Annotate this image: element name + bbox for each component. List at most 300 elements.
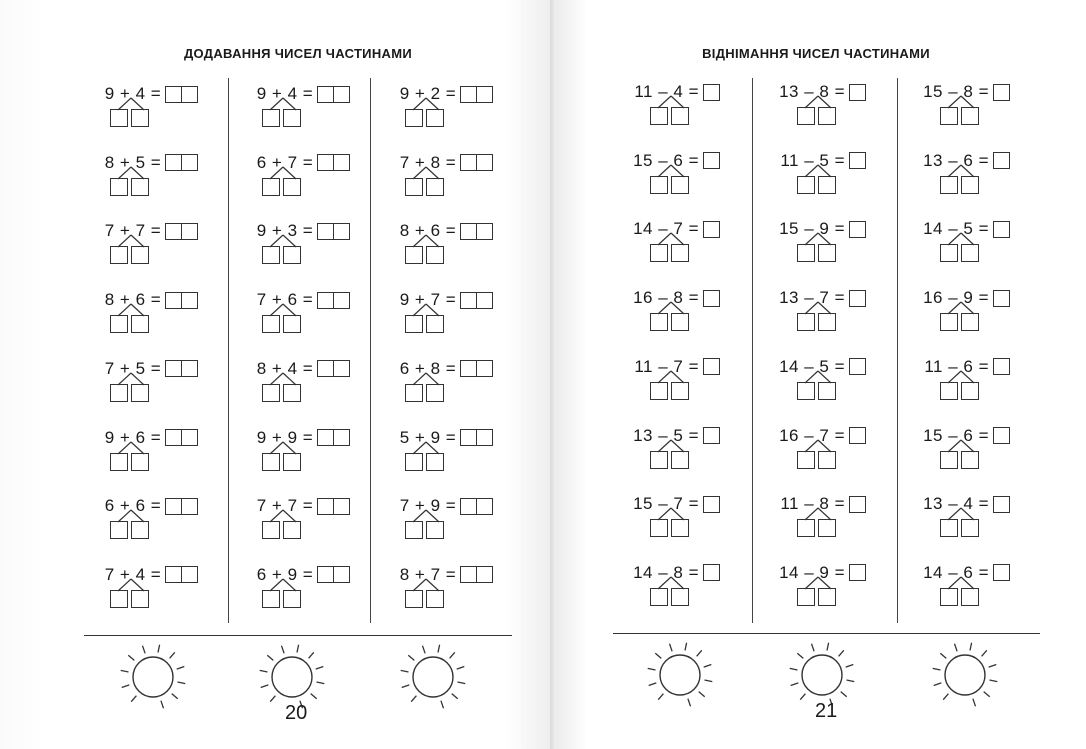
split-part-box[interactable] — [426, 521, 444, 539]
number-split — [650, 439, 692, 473]
answer-box[interactable] — [317, 498, 350, 515]
answer-cell[interactable] — [703, 427, 720, 444]
split-part-box[interactable] — [671, 244, 689, 262]
answer-box[interactable] — [165, 292, 198, 309]
equation-text: 13 – 8 = — [779, 82, 845, 101]
split-part-box[interactable] — [961, 313, 979, 331]
number-split — [110, 441, 152, 475]
number-split — [110, 303, 152, 337]
answer-box[interactable] — [460, 223, 493, 240]
equation-text: 14 – 5 = — [923, 219, 989, 239]
split-part-box[interactable] — [131, 178, 149, 196]
answer-cell[interactable] — [993, 427, 1010, 444]
answer-cell[interactable] — [317, 566, 334, 583]
split-part-box[interactable] — [426, 590, 444, 608]
answer-box[interactable] — [165, 86, 198, 103]
answer-cell[interactable] — [703, 290, 720, 307]
equation-text: 7 + 7 = — [256, 496, 314, 516]
split-part-box[interactable] — [262, 178, 280, 196]
answer-box[interactable] — [703, 564, 720, 581]
number-split — [940, 439, 982, 473]
answer-cell[interactable] — [165, 566, 182, 583]
sun-icon — [639, 637, 721, 719]
answer-box[interactable] — [317, 154, 350, 171]
split-part-box[interactable] — [671, 451, 689, 469]
answer-box[interactable] — [993, 496, 1010, 513]
answer-box[interactable] — [703, 84, 720, 101]
equation-text: 13 – 7 = — [779, 288, 845, 308]
number-split — [650, 301, 692, 335]
answer-box[interactable] — [317, 223, 350, 240]
answer-box[interactable] — [317, 86, 350, 103]
split-part-box[interactable] — [405, 178, 423, 196]
split-part-box[interactable] — [131, 315, 149, 333]
split-part-box[interactable] — [671, 382, 689, 400]
split-part-box[interactable] — [110, 453, 128, 471]
answer-cell[interactable] — [165, 292, 182, 309]
number-split — [110, 372, 152, 406]
split-part-box[interactable] — [940, 588, 958, 606]
number-split — [110, 97, 152, 131]
number-split — [262, 441, 304, 475]
split-part-box[interactable] — [405, 590, 423, 608]
split-part-box[interactable] — [650, 588, 668, 606]
answer-cell[interactable] — [317, 292, 334, 309]
split-part-box[interactable] — [940, 451, 958, 469]
split-part-box[interactable] — [405, 521, 423, 539]
addition-page-title: ДОДАВАННЯ ЧИСЕЛ ЧАСТИНАМИ — [184, 46, 412, 61]
number-split — [262, 372, 304, 406]
answer-cell[interactable] — [476, 86, 493, 103]
answer-cell[interactable] — [460, 566, 477, 583]
answer-cell[interactable] — [476, 292, 493, 309]
answer-cell[interactable] — [181, 292, 198, 309]
number-split — [110, 509, 152, 543]
split-part-box[interactable] — [650, 451, 668, 469]
column-divider — [228, 78, 229, 623]
split-part-box[interactable] — [961, 519, 979, 537]
split-part-box[interactable] — [262, 453, 280, 471]
answer-box[interactable] — [849, 290, 866, 307]
split-part-box[interactable] — [940, 244, 958, 262]
answer-cell[interactable] — [181, 223, 198, 240]
answer-box[interactable] — [849, 221, 866, 238]
answer-box[interactable] — [317, 360, 350, 377]
equation-text: 9 + 9 = — [256, 427, 314, 447]
answer-cell[interactable] — [181, 429, 198, 446]
number-split — [650, 507, 692, 541]
split-part-box[interactable] — [283, 315, 301, 333]
equation-text: 9 + 3 = — [256, 221, 314, 241]
split-part-box[interactable] — [961, 588, 979, 606]
answer-cell[interactable] — [993, 290, 1010, 307]
split-part-box[interactable] — [405, 109, 423, 127]
equation-text: 13 – 6 = — [923, 150, 989, 170]
equation-text: 11 – 4 = — [634, 82, 699, 101]
answer-cell[interactable] — [181, 154, 198, 171]
split-part-box[interactable] — [961, 244, 979, 262]
answer-cell[interactable] — [703, 152, 720, 169]
right-footer-rule — [613, 633, 1040, 634]
split-part-box[interactable] — [131, 109, 149, 127]
split-part-box[interactable] — [940, 176, 958, 194]
answer-box[interactable] — [165, 429, 198, 446]
split-part-box[interactable] — [405, 315, 423, 333]
answer-box[interactable] — [317, 429, 350, 446]
split-part-box[interactable] — [283, 521, 301, 539]
split-part-box[interactable] — [131, 384, 149, 402]
split-part-box[interactable] — [283, 384, 301, 402]
answer-cell[interactable] — [703, 564, 720, 581]
number-split — [650, 95, 692, 129]
answer-cell[interactable] — [849, 84, 866, 101]
answer-box[interactable] — [849, 496, 866, 513]
number-split — [940, 301, 982, 335]
answer-box[interactable] — [849, 564, 866, 581]
answer-box[interactable] — [703, 358, 720, 375]
answer-cell[interactable] — [476, 223, 493, 240]
split-part-box[interactable] — [110, 384, 128, 402]
answer-cell[interactable] — [333, 429, 350, 446]
split-part-box[interactable] — [797, 107, 815, 125]
split-part-box[interactable] — [797, 313, 815, 331]
split-part-box[interactable] — [283, 109, 301, 127]
split-part-box[interactable] — [940, 107, 958, 125]
split-part-box[interactable] — [283, 590, 301, 608]
split-part-box[interactable] — [797, 244, 815, 262]
equation-text: 13 – 4 = — [923, 494, 989, 514]
split-part-box[interactable] — [426, 109, 444, 127]
split-part-box[interactable] — [818, 451, 836, 469]
split-part-box[interactable] — [650, 313, 668, 331]
equation-text: 8 + 4 = — [256, 358, 314, 378]
number-split — [262, 509, 304, 543]
answer-cell[interactable] — [460, 360, 477, 377]
number-split — [940, 507, 982, 541]
answer-box[interactable] — [993, 84, 1010, 101]
split-part-box[interactable] — [671, 588, 689, 606]
equation-text: 14 – 9 = — [779, 562, 845, 582]
answer-box[interactable] — [849, 152, 866, 169]
equation-text: 9 + 4 = — [256, 84, 314, 103]
split-part-box[interactable] — [961, 451, 979, 469]
split-part-box[interactable] — [131, 453, 149, 471]
answer-box[interactable] — [993, 427, 1010, 444]
answer-cell[interactable] — [703, 496, 720, 513]
answer-cell[interactable] — [849, 152, 866, 169]
answer-box[interactable] — [460, 429, 493, 446]
split-part-box[interactable] — [650, 244, 668, 262]
answer-cell[interactable] — [181, 566, 198, 583]
split-part-box[interactable] — [961, 382, 979, 400]
answer-box[interactable] — [165, 360, 198, 377]
number-split — [797, 232, 839, 266]
answer-cell[interactable] — [317, 223, 334, 240]
answer-cell[interactable] — [703, 221, 720, 238]
equation-text: 16 – 8 = — [633, 288, 699, 308]
split-part-box[interactable] — [110, 590, 128, 608]
split-part-box[interactable] — [650, 519, 668, 537]
equation-text: 7 + 9 = — [399, 496, 457, 516]
answer-box[interactable] — [703, 427, 720, 444]
number-split — [110, 234, 152, 268]
split-part-box[interactable] — [940, 519, 958, 537]
answer-cell[interactable] — [333, 498, 350, 515]
equation-text: 6 + 7 = — [256, 152, 314, 172]
answer-cell[interactable] — [993, 84, 1010, 101]
split-part-box[interactable] — [818, 382, 836, 400]
split-part-box[interactable] — [405, 384, 423, 402]
split-part-box[interactable] — [797, 588, 815, 606]
answer-box[interactable] — [993, 221, 1010, 238]
answer-cell[interactable] — [460, 292, 477, 309]
split-part-box[interactable] — [262, 521, 280, 539]
split-part-box[interactable] — [797, 451, 815, 469]
number-split — [797, 507, 839, 541]
answer-cell[interactable] — [181, 86, 198, 103]
split-part-box[interactable] — [671, 313, 689, 331]
answer-box[interactable] — [460, 154, 493, 171]
answer-box[interactable] — [317, 566, 350, 583]
answer-cell[interactable] — [993, 221, 1010, 238]
answer-cell[interactable] — [181, 498, 198, 515]
equation-text: 9 + 7 = — [399, 290, 457, 310]
sun-icon — [924, 637, 1006, 719]
answer-cell[interactable] — [317, 360, 334, 377]
page-number-left: 20 — [285, 702, 308, 724]
split-part-box[interactable] — [131, 521, 149, 539]
answer-cell[interactable] — [317, 498, 334, 515]
split-part-box[interactable] — [283, 246, 301, 264]
split-part-box[interactable] — [405, 453, 423, 471]
answer-box[interactable] — [460, 360, 493, 377]
equation-text: 8 + 5 = — [104, 152, 162, 172]
page-number-right: 21 — [815, 700, 838, 722]
split-part-box[interactable] — [818, 176, 836, 194]
answer-cell[interactable] — [460, 223, 477, 240]
answer-cell[interactable] — [993, 564, 1010, 581]
answer-box[interactable] — [460, 292, 493, 309]
split-part-box[interactable] — [283, 453, 301, 471]
number-split — [940, 164, 982, 198]
split-part-box[interactable] — [671, 107, 689, 125]
number-split — [940, 95, 982, 129]
answer-box[interactable] — [993, 564, 1010, 581]
split-part-box[interactable] — [426, 384, 444, 402]
split-part-box[interactable] — [262, 109, 280, 127]
equation-text: 14 – 7 = — [633, 219, 699, 239]
number-split — [110, 578, 152, 612]
answer-box[interactable] — [703, 152, 720, 169]
number-split — [262, 578, 304, 612]
number-split — [650, 164, 692, 198]
answer-cell[interactable] — [165, 86, 182, 103]
answer-cell[interactable] — [993, 496, 1010, 513]
answer-cell[interactable] — [476, 429, 493, 446]
split-part-box[interactable] — [818, 519, 836, 537]
answer-box[interactable] — [849, 427, 866, 444]
left-footer-rule — [84, 635, 512, 636]
number-split — [110, 166, 152, 200]
column-divider — [370, 78, 371, 623]
split-part-box[interactable] — [110, 246, 128, 264]
number-split — [262, 303, 304, 337]
answer-cell[interactable] — [165, 429, 182, 446]
number-split — [797, 95, 839, 129]
equation-text: 9 + 6 = — [104, 427, 162, 447]
split-part-box[interactable] — [110, 521, 128, 539]
answer-box[interactable] — [165, 154, 198, 171]
number-split — [797, 370, 839, 404]
answer-box[interactable] — [849, 358, 866, 375]
split-part-box[interactable] — [650, 382, 668, 400]
equation-text: 15 – 7 = — [633, 494, 699, 514]
answer-cell[interactable] — [849, 496, 866, 513]
split-part-box[interactable] — [405, 246, 423, 264]
sun-icon — [392, 639, 474, 721]
answer-cell[interactable] — [849, 564, 866, 581]
equation-text: 14 – 5 = — [779, 356, 845, 376]
equation-text: 11 – 8 = — [780, 494, 845, 514]
number-split — [405, 166, 447, 200]
equation-text: 15 – 6 = — [633, 150, 699, 170]
answer-box[interactable] — [165, 566, 198, 583]
equation-text: 6 + 6 = — [104, 496, 162, 516]
answer-cell[interactable] — [460, 498, 477, 515]
answer-cell[interactable] — [993, 152, 1010, 169]
number-split — [797, 164, 839, 198]
equation-text: 6 + 8 = — [399, 358, 457, 378]
answer-cell[interactable] — [849, 290, 866, 307]
equation-text: 11 – 5 = — [780, 150, 845, 170]
answer-cell[interactable] — [849, 427, 866, 444]
answer-cell[interactable] — [333, 566, 350, 583]
split-part-box[interactable] — [131, 590, 149, 608]
answer-box[interactable] — [317, 292, 350, 309]
split-part-box[interactable] — [797, 176, 815, 194]
split-part-box[interactable] — [426, 453, 444, 471]
answer-cell[interactable] — [333, 86, 350, 103]
number-split — [405, 303, 447, 337]
answer-cell[interactable] — [476, 498, 493, 515]
split-part-box[interactable] — [262, 315, 280, 333]
answer-cell[interactable] — [460, 86, 477, 103]
split-part-box[interactable] — [940, 313, 958, 331]
answer-box[interactable] — [703, 221, 720, 238]
answer-box[interactable] — [993, 358, 1010, 375]
split-part-box[interactable] — [671, 176, 689, 194]
number-split — [405, 441, 447, 475]
answer-box[interactable] — [849, 84, 866, 101]
split-part-box[interactable] — [110, 178, 128, 196]
answer-box[interactable] — [993, 152, 1010, 169]
answer-cell[interactable] — [993, 358, 1010, 375]
number-split — [405, 234, 447, 268]
split-part-box[interactable] — [818, 107, 836, 125]
answer-cell[interactable] — [476, 566, 493, 583]
answer-box[interactable] — [165, 223, 198, 240]
equation-text: 14 – 8 = — [633, 562, 699, 582]
number-split — [940, 370, 982, 404]
answer-cell[interactable] — [460, 429, 477, 446]
split-part-box[interactable] — [797, 519, 815, 537]
answer-cell[interactable] — [317, 154, 334, 171]
split-part-box[interactable] — [110, 315, 128, 333]
split-part-box[interactable] — [818, 588, 836, 606]
split-part-box[interactable] — [262, 246, 280, 264]
answer-cell[interactable] — [165, 223, 182, 240]
split-part-box[interactable] — [961, 176, 979, 194]
answer-cell[interactable] — [165, 498, 182, 515]
subtraction-page-title: ВІДНІМАННЯ ЧИСЕЛ ЧАСТИНАМИ — [702, 46, 930, 61]
equation-text: 13 – 5 = — [633, 425, 699, 445]
split-part-box[interactable] — [110, 109, 128, 127]
answer-cell[interactable] — [476, 360, 493, 377]
equation-text: 11 – 7 = — [634, 356, 699, 376]
answer-cell[interactable] — [333, 292, 350, 309]
answer-cell[interactable] — [849, 358, 866, 375]
split-part-box[interactable] — [671, 519, 689, 537]
split-part-box[interactable] — [262, 590, 280, 608]
equation-text: 14 – 6 = — [923, 562, 989, 582]
split-part-box[interactable] — [650, 107, 668, 125]
answer-cell[interactable] — [317, 429, 334, 446]
answer-box[interactable] — [460, 566, 493, 583]
equation-text: 7 + 8 = — [399, 152, 457, 172]
answer-box[interactable] — [460, 498, 493, 515]
answer-cell[interactable] — [333, 154, 350, 171]
answer-box[interactable] — [703, 290, 720, 307]
split-part-box[interactable] — [797, 382, 815, 400]
number-split — [405, 372, 447, 406]
equation-text: 7 + 4 = — [104, 564, 162, 584]
answer-cell[interactable] — [703, 84, 720, 101]
split-part-box[interactable] — [262, 384, 280, 402]
answer-cell[interactable] — [476, 154, 493, 171]
answer-cell[interactable] — [460, 154, 477, 171]
split-part-box[interactable] — [940, 382, 958, 400]
split-part-box[interactable] — [426, 315, 444, 333]
split-part-box[interactable] — [818, 313, 836, 331]
split-part-box[interactable] — [131, 246, 149, 264]
answer-cell[interactable] — [317, 86, 334, 103]
equation-text: 15 – 8 = — [923, 82, 989, 101]
column-divider — [897, 78, 898, 623]
equation-text: 8 + 6 = — [104, 290, 162, 310]
equation-text: 11 – 6 = — [924, 356, 989, 376]
answer-cell[interactable] — [165, 360, 182, 377]
answer-cell[interactable] — [703, 358, 720, 375]
answer-box[interactable] — [703, 496, 720, 513]
number-split — [797, 439, 839, 473]
split-part-box[interactable] — [283, 178, 301, 196]
answer-cell[interactable] — [849, 221, 866, 238]
answer-cell[interactable] — [333, 223, 350, 240]
split-part-box[interactable] — [426, 178, 444, 196]
split-part-box[interactable] — [650, 176, 668, 194]
answer-cell[interactable] — [181, 360, 198, 377]
split-part-box[interactable] — [426, 246, 444, 264]
answer-box[interactable] — [165, 498, 198, 515]
equation-text: 7 + 6 = — [256, 290, 314, 310]
answer-cell[interactable] — [165, 154, 182, 171]
column-divider — [752, 78, 753, 623]
split-part-box[interactable] — [818, 244, 836, 262]
answer-box[interactable] — [993, 290, 1010, 307]
answer-box[interactable] — [460, 86, 493, 103]
answer-cell[interactable] — [333, 360, 350, 377]
split-part-box[interactable] — [961, 107, 979, 125]
